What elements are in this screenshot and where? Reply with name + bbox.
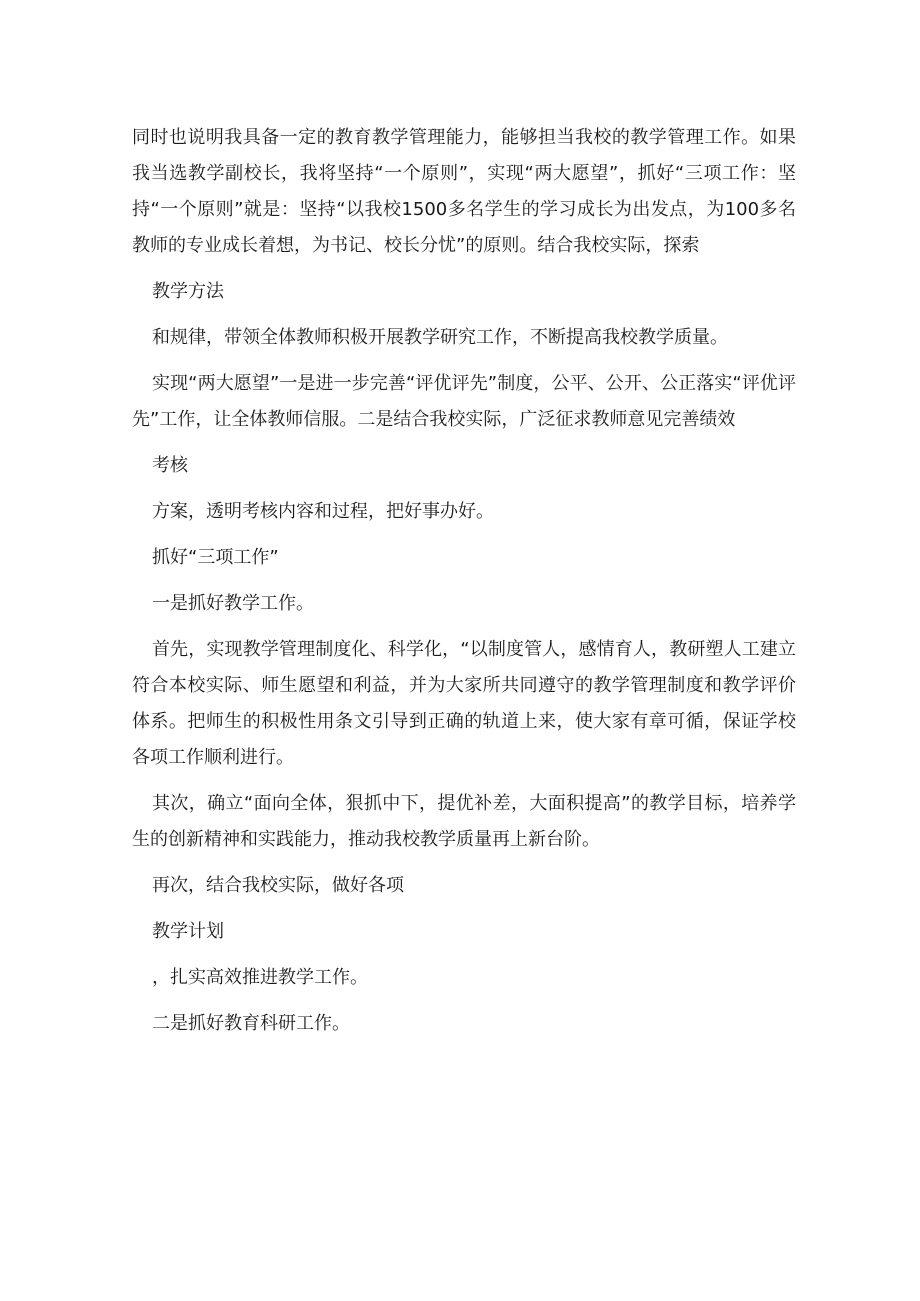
paragraph-4: 实现“两大愿望”一是进一步完善“评优评先”制度，公平、公开、公正落实“评优评先”工作，让全体教师信服。二是结合我校实际，广泛征求教师意见完善绩效 [132, 373, 796, 430]
paragraph-10: 其次，确立“面向全体，狠抓中下，提优补差，大面积提高”的教学目标，培养学生的创新精神和实践能力，推动我校教学质量再上新台阶。 [132, 793, 796, 850]
paragraph-1: 同时也说明我具备一定的教育教学管理能力，能够担当我校的教学管理工作。如果我当选教学副校长，我将坚持“一个原则”，实现“两大愿望”，抓好“三项工作：坚持“一个原则”就是：坚持“以我校1500多名学生的学习成长为出发点，为100多名教师的专业成长着想，为书记、校长分忧”的原则。结合我校实际，探索 [132, 127, 796, 256]
document-body [132, 120, 796, 1052]
paragraph-9: 首先，实现教学管理制度化、科学化，“以制度管人，感情育人，教研塑人工建立符合本校实际、师生愿望和利益，并为大家所共同遵守的教学管理制度和教学评价体系。把师生的积极性用条文引导到正确的轨道上来，使大家有章可循，保证学校各项工作顺利进行。 [132, 639, 796, 768]
paragraph-12: 教学计划 [152, 921, 224, 942]
paragraph-3: 和规律，带领全体教师积极开展教学研究工作，不断提高我校教学质量。 [152, 327, 728, 348]
paragraph-5: 考核 [152, 455, 188, 476]
paragraph-11: 再次，结合我校实际，做好各项 [152, 875, 404, 896]
paragraph-7: 抓好“三项工作” [152, 547, 279, 568]
paragraph-13: ，扎实高效推进教学工作。 [152, 967, 368, 988]
paragraph-14: 二是抓好教育科研工作。 [152, 1013, 350, 1034]
paragraph-2: 教学方法 [152, 281, 224, 302]
paragraph-8: 一是抓好教学工作。 [152, 593, 314, 614]
paragraph-6: 方案，透明考核内容和过程，把好事办好。 [152, 501, 494, 522]
